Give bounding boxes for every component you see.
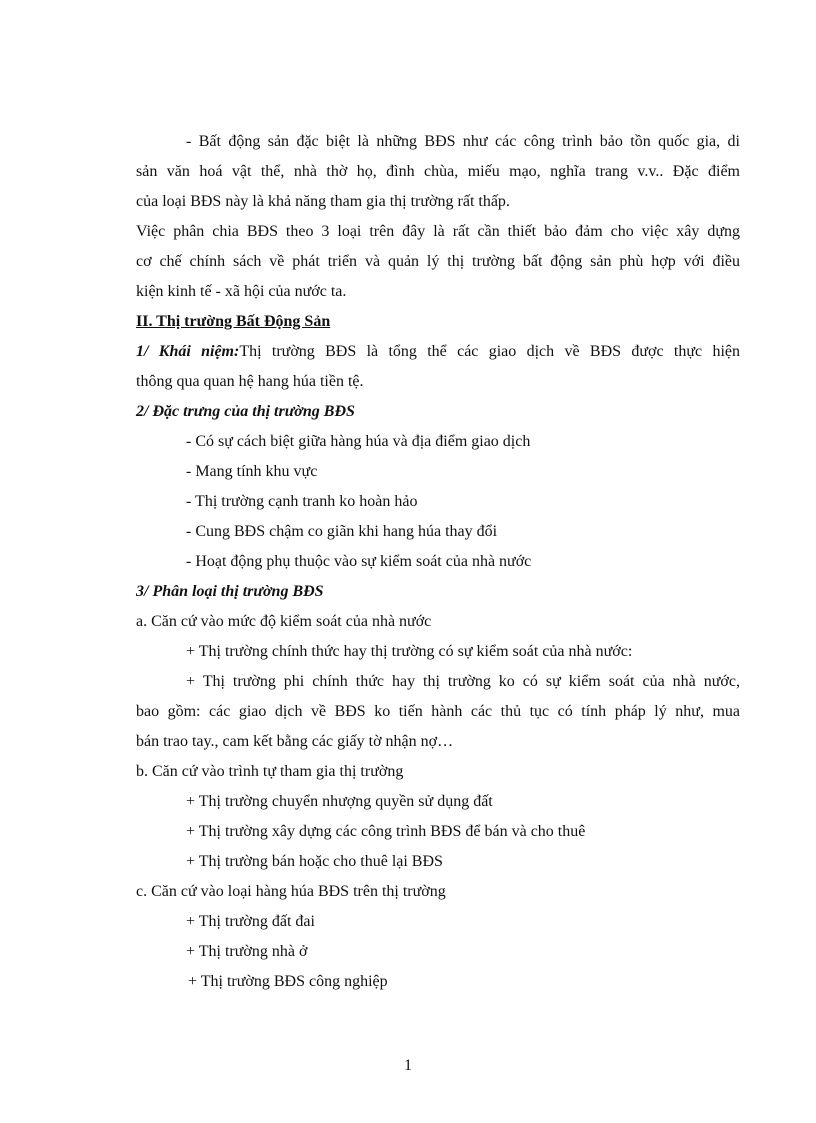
paragraph-line: cơ chế chính sách về phát triển và quản lý thị trường bất động sản phù hợp với điều <box>136 253 740 270</box>
concept-label: 1/ Khái niệm: <box>136 343 240 360</box>
list-item-continuation: bán trao tay., cam kết bằng các giấy tờ nhận nợ… <box>136 733 454 750</box>
list-item: - Hoạt động phụ thuộc vào sự kiểm soát của nhà nước <box>186 553 532 570</box>
list-item: - Có sự cách biệt giữa hàng húa và địa điểm giao dịch <box>186 433 531 450</box>
subsection-title: a. Căn cứ vào mức độ kiểm soát của nhà nước <box>136 613 432 630</box>
subsection-title: c. Căn cứ vào loại hàng húa BĐS trên thị trường <box>136 883 446 900</box>
paragraph-line: sản văn hoá vật thể, nhà thờ họ, đình chùa, miếu mạo, nghĩa trang v.v.. Đặc điểm <box>136 163 740 180</box>
section-title: II. Thị trường Bất Động Sản <box>136 313 331 330</box>
paragraph-line: - Bất động sản đặc biệt là những BĐS như các công trình bảo tồn quốc gia, di <box>186 133 740 150</box>
list-item: - Thị trường cạnh tranh ko hoàn hảo <box>186 493 418 510</box>
concept-line <box>136 342 740 362</box>
list-item: + Thị trường xây dựng các công trình BĐS để bán và cho thuê <box>186 823 586 840</box>
list-item: - Mang tính khu vực <box>186 463 318 480</box>
concept-line: thông qua quan hệ hang húa tiền tệ. <box>136 373 364 390</box>
paragraph-line: kiện kinh tế - xã hội của nước ta. <box>136 283 347 300</box>
list-item: + Thị trường đất đai <box>186 913 315 930</box>
subsection-title: b. Căn cứ vào trình tự tham gia thị trường <box>136 763 404 780</box>
list-item: + Thị trường BĐS công nghiệp <box>188 973 388 990</box>
list-item: + Thị trường nhà ở <box>186 943 308 960</box>
characteristics-title: 2/ Đặc trưng của thị trường BĐS <box>136 403 355 420</box>
paragraph-line: Việc phân chia BĐS theo 3 loại trên đây là rất cần thiết bảo đảm cho việc xây dựng <box>136 223 740 240</box>
list-item: + Thị trường chuyển nhượng quyền sử dụng đất <box>186 793 493 810</box>
list-item: + Thị trường chính thức hay thị trường có sự kiểm soát của nhà nước: <box>186 643 633 660</box>
paragraph-line: của loại BĐS này là khả năng tham gia thị trường rất thấp. <box>136 193 510 210</box>
concept-text: Thị trường BĐS là tổng thể các giao dịch về BĐS được thực hiện <box>239 343 740 360</box>
list-item: - Cung BĐS chậm co giãn khi hang húa thay đổi <box>186 523 498 540</box>
list-item-continuation: bao gồm: các giao dịch về BĐS ko tiến hành các thủ tục có tính pháp lý như, mua <box>136 703 740 720</box>
list-item: + Thị trường bán hoặc cho thuê lại BĐS <box>186 853 443 870</box>
classification-title: 3/ Phân loại thị trường BĐS <box>136 583 324 600</box>
page-number: 1 <box>404 1057 412 1074</box>
list-item: + Thị trường phi chính thức hay thị trường ko có sự kiểm soát của nhà nước, <box>186 673 740 690</box>
